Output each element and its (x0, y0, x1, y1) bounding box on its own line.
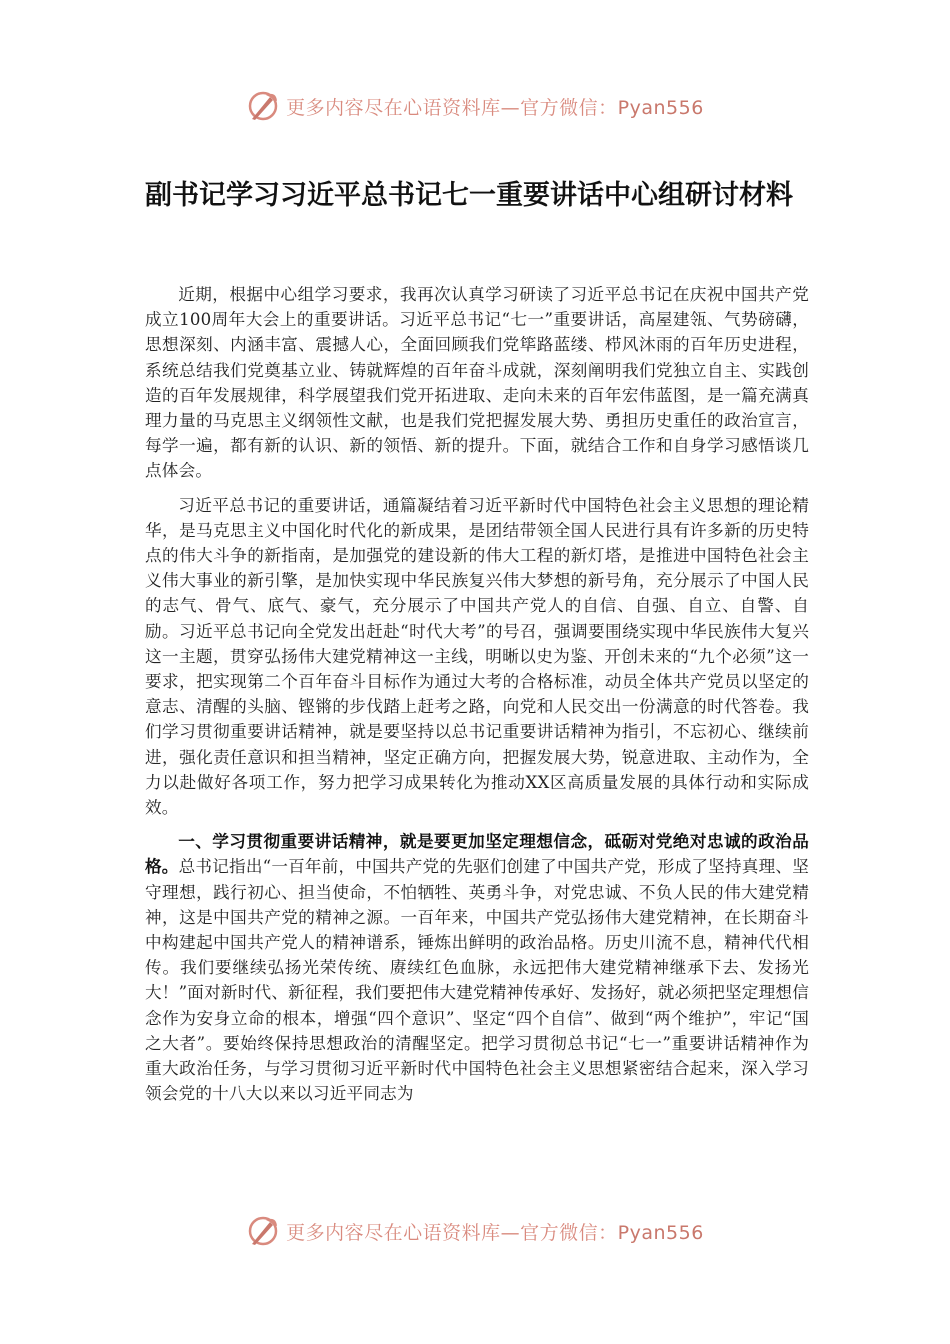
watermark-handle: Pyan556 (617, 1221, 704, 1244)
paragraph-3 (145, 829, 809, 1106)
watermark-label: 更多内容尽在心语资料库—官方微信： (286, 1221, 618, 1244)
document-body (145, 282, 809, 1116)
quill-logo-icon (246, 1214, 280, 1248)
paragraph-text: 习近平总书记的重要讲话，通篇凝结着习近平新时代中国特色社会主义思想的理论精华，是马克思主义中国化时代化的新成果，是团结带领全国人民进行具有许多新的历史特点的伟大斗争的新指南，是加强党的建设新的伟大工程的新灯塔，是推进中国特色社会主义伟大事业的新引擎，是加快实现中华民族复兴伟大梦想的新号角，充分展示了中国人民的志气、骨气、底气、豪气，充分展示了中国共产党人的自信、自强、自立、自警、自励。习近平总书记向全党发出赶赴“时代大考”的号召，强调要围绕实现中华民族伟大复兴这一主题，贯穿弘扬伟大建党精神这一主线，明晰以史为鉴、开创未来的“九个必须”这一要求，把实现第二个百年奋斗目标作为通过大考的合格标准，动员全体共产党员以坚定的意志、清醒的头脑、铿锵的步伐踏上赶考之路，向党和人民交出一份满意的时代答卷。我们学习贯彻重要讲话精神，就是要坚持以总书记重要讲话精神为指引，不忘初心、继续前进，强化责任意识和担当精神，坚定正确方向，把握发展大势，锐意进取、主动作为，全力以赴做好各项工作，努力把学习成果转化为推动XX区高质量发展的具体行动和实际成效。 (145, 495, 809, 818)
paragraph-2 (145, 493, 809, 821)
document-title: 副书记学习习近平总书记七一重要讲话中心组研讨材料 (145, 180, 793, 211)
paragraph-1 (145, 282, 809, 484)
header-watermark-banner (0, 86, 950, 126)
footer-watermark-banner (0, 1211, 950, 1251)
watermark-text (286, 93, 704, 120)
watermark-label: 更多内容尽在心语资料库—官方微信： (286, 96, 618, 119)
paragraph-text: 近期，根据中心组学习要求，我再次认真学习研读了习近平总书记在庆祝中国共产党成立100周年大会上的重要讲话。习近平总书记“七一”重要讲话，高屋建瓴、气势磅礴，思想深刻、内涵丰富、震撼人心，全面回顾我们党筚路蓝缕、栉风沐雨的百年历史进程，系统总结我们党奠基立业、铸就辉煌的百年奋斗成就，深刻阐明我们党独立自主、实践创造的百年发展规律，科学展望我们党开拓进取、走向未来的百年宏伟蓝图，是一篇充满真理力量的马克思主义纲领性文献，也是我们党把握发展大势、勇担历史重任的政治宣言，每学一遍，都有新的认识、新的领悟、新的提升。下面，就结合工作和自身学习感悟谈几点体会。 (145, 285, 809, 481)
paragraph-text: 总书记指出“一百年前，中国共产党的先驱们创建了中国共产党，形成了坚持真理、坚守理想，践行初心、担当使命，不怕牺牲、英勇斗争，对党忠诚、不负人民的伟大建党精神，这是中国共产党的精神之源。一百年来，中国共产党弘扬伟大建党精神，在长期奋斗中构建起中国共产党人的精神谱系，锤炼出鲜明的政治品格。历史川流不息，精神代代相传。我们要继续弘扬光荣传统、赓续红色血脉，永远把伟大建党精神继承下去、发扬光大！”面对新时代、新征程，我们要把伟大建党精神传承好、发扬好，就必须把坚定理想信念作为安身立命的根本，增强“四个意识”、坚定“四个自信”、做到“两个维护”，牢记“国之大者”。要始终保持思想政治的清醒坚定。把学习贯彻总书记“七一”重要讲话精神作为重大政治任务，与学习贯彻习近平新时代中国特色社会主义思想紧密结合起来，深入学习领会党的十八大以来以习近平同志为 (145, 857, 809, 1104)
watermark-text (286, 1218, 704, 1245)
section-heading: 一、学习贯彻重要讲话精神，就是要更加坚定理想信念，砥砺对党绝对忠诚的政治品格。 (145, 832, 809, 877)
quill-logo-icon (246, 89, 280, 123)
watermark-handle: Pyan556 (617, 96, 704, 119)
